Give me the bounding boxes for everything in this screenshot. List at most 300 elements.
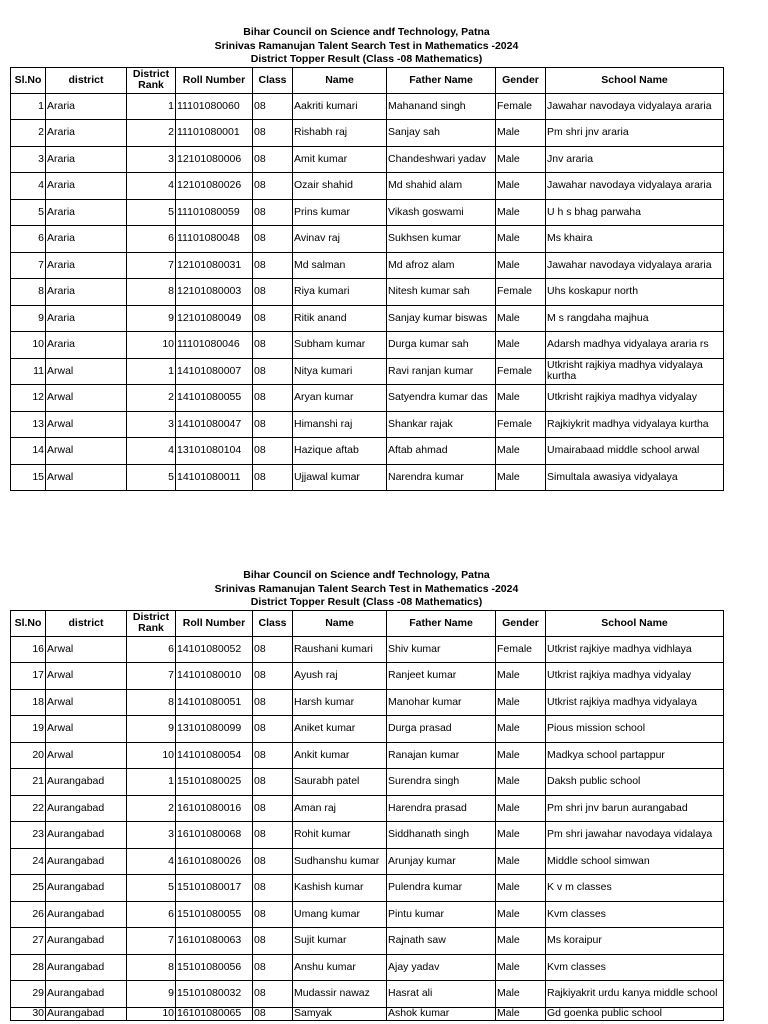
cell-gender: Male: [496, 716, 546, 743]
cell-gender: Female: [496, 636, 546, 663]
cell-sl-no: 23: [11, 822, 46, 849]
cell-district-rank: 10: [127, 332, 176, 359]
col-header: Sl.No: [11, 610, 46, 636]
table-row: [11, 464, 724, 491]
cell-name: Anshu kumar: [293, 954, 387, 981]
cell-name: Md salman: [293, 252, 387, 279]
cell-school-name: Jawahar navodaya vidyalaya araria: [546, 93, 724, 120]
col-header: Roll Number: [176, 610, 253, 636]
cell-district: Arwal: [46, 716, 127, 743]
cell-father-name: Ashok kumar: [387, 1007, 496, 1020]
table-row: [11, 663, 724, 690]
cell-roll-number: 12101080049: [176, 305, 253, 332]
cell-sl-no: 17: [11, 663, 46, 690]
cell-father-name: Siddhanath singh: [387, 822, 496, 849]
cell-district-rank: 6: [127, 226, 176, 253]
cell-roll-number: 12101080026: [176, 173, 253, 200]
cell-class: 08: [253, 411, 293, 438]
cell-school-name: Utkrist rajkiya madhya vidyalay: [546, 663, 724, 690]
cell-roll-number: 14101080055: [176, 385, 253, 412]
col-header: Gender: [496, 67, 546, 93]
cell-gender: Male: [496, 901, 546, 928]
cell-name: Avinav raj: [293, 226, 387, 253]
col-header: School Name: [546, 67, 724, 93]
cell-sl-no: 29: [11, 981, 46, 1008]
table-row: [11, 716, 724, 743]
cell-roll-number: 12101080003: [176, 279, 253, 306]
cell-school-name: Jawahar navodaya vidyalaya araria: [546, 252, 724, 279]
cell-roll-number: 14101080011: [176, 464, 253, 491]
table-row: [11, 848, 724, 875]
col-header: Name: [293, 610, 387, 636]
cell-gender: Male: [496, 769, 546, 796]
table-row: [11, 385, 724, 412]
cell-father-name: Ajay yadav: [387, 954, 496, 981]
cell-gender: Male: [496, 120, 546, 147]
col-header: District Rank: [127, 67, 176, 93]
cell-father-name: Ranjeet kumar: [387, 663, 496, 690]
cell-school-name: Utkrist rajkiye madhya vidhlaya: [546, 636, 724, 663]
cell-sl-no: 18: [11, 689, 46, 716]
cell-sl-no: 4: [11, 173, 46, 200]
cell-class: 08: [253, 385, 293, 412]
cell-district-rank: 1: [127, 93, 176, 120]
cell-father-name: Vikash goswami: [387, 199, 496, 226]
cell-class: 08: [253, 305, 293, 332]
cell-roll-number: 11101080001: [176, 120, 253, 147]
result-section-1: [10, 26, 723, 491]
cell-roll-number: 13101080104: [176, 438, 253, 465]
cell-roll-number: 14101080007: [176, 358, 253, 385]
cell-district: Araria: [46, 146, 127, 173]
cell-sl-no: 14: [11, 438, 46, 465]
cell-sl-no: 15: [11, 464, 46, 491]
table-row: [11, 226, 724, 253]
cell-gender: Female: [496, 411, 546, 438]
cell-class: 08: [253, 332, 293, 359]
cell-district-rank: 6: [127, 636, 176, 663]
col-header: Class: [253, 67, 293, 93]
cell-roll-number: 15101080055: [176, 901, 253, 928]
cell-sl-no: 19: [11, 716, 46, 743]
cell-roll-number: 14101080047: [176, 411, 253, 438]
cell-father-name: Pulendra kumar: [387, 875, 496, 902]
cell-class: 08: [253, 822, 293, 849]
cell-sl-no: 27: [11, 928, 46, 955]
cell-gender: Male: [496, 252, 546, 279]
cell-sl-no: 13: [11, 411, 46, 438]
cell-district: Arwal: [46, 742, 127, 769]
cell-gender: Female: [496, 358, 546, 385]
cell-gender: Male: [496, 954, 546, 981]
table-header-row: [11, 610, 724, 636]
cell-roll-number: 11101080060: [176, 93, 253, 120]
cell-school-name: Ms khaira: [546, 226, 724, 253]
cell-sl-no: 3: [11, 146, 46, 173]
cell-roll-number: 15101080017: [176, 875, 253, 902]
cell-gender: Male: [496, 742, 546, 769]
cell-sl-no: 22: [11, 795, 46, 822]
cell-class: 08: [253, 795, 293, 822]
cell-district-rank: 7: [127, 663, 176, 690]
cell-school-name: Pm shri jnv araria: [546, 120, 724, 147]
cell-sl-no: 24: [11, 848, 46, 875]
col-header: Class: [253, 610, 293, 636]
cell-class: 08: [253, 689, 293, 716]
cell-father-name: Mahanand singh: [387, 93, 496, 120]
cell-class: 08: [253, 954, 293, 981]
cell-name: Hazique aftab: [293, 438, 387, 465]
cell-district-rank: 10: [127, 1007, 176, 1020]
cell-gender: Male: [496, 663, 546, 690]
cell-father-name: Sanjay sah: [387, 120, 496, 147]
cell-name: Ritik anand: [293, 305, 387, 332]
cell-class: 08: [253, 663, 293, 690]
cell-name: Amit kumar: [293, 146, 387, 173]
cell-name: Aniket kumar: [293, 716, 387, 743]
table-row: [11, 438, 724, 465]
header-organization: Bihar Council on Science andf Technology, Patna: [243, 26, 490, 38]
cell-gender: Male: [496, 981, 546, 1008]
cell-name: Rohit kumar: [293, 822, 387, 849]
cell-name: Rishabh raj: [293, 120, 387, 147]
cell-school-name: Rajkiyakrit urdu kanya middle school: [546, 981, 724, 1008]
cell-father-name: Shankar rajak: [387, 411, 496, 438]
cell-district-rank: 7: [127, 252, 176, 279]
cell-district-rank: 8: [127, 689, 176, 716]
cell-class: 08: [253, 769, 293, 796]
cell-name: Raushani kumari: [293, 636, 387, 663]
cell-father-name: Sanjay kumar biswas: [387, 305, 496, 332]
cell-father-name: Harendra prasad: [387, 795, 496, 822]
cell-name: Ujjawal kumar: [293, 464, 387, 491]
table-row: [11, 279, 724, 306]
cell-district-rank: 4: [127, 173, 176, 200]
cell-name: Ozair shahid: [293, 173, 387, 200]
cell-district-rank: 8: [127, 954, 176, 981]
cell-gender: Male: [496, 199, 546, 226]
cell-roll-number: 15101080025: [176, 769, 253, 796]
cell-gender: Male: [496, 226, 546, 253]
cell-father-name: Durga kumar sah: [387, 332, 496, 359]
cell-class: 08: [253, 875, 293, 902]
cell-name: Prins kumar: [293, 199, 387, 226]
cell-roll-number: 15101080032: [176, 981, 253, 1008]
cell-sl-no: 10: [11, 332, 46, 359]
cell-sl-no: 5: [11, 199, 46, 226]
col-header: Name: [293, 67, 387, 93]
cell-gender: Male: [496, 689, 546, 716]
cell-school-name: Kvm classes: [546, 901, 724, 928]
table-header-row: [11, 67, 724, 93]
cell-district-rank: 4: [127, 848, 176, 875]
table-row: [11, 146, 724, 173]
table-row: [11, 305, 724, 332]
cell-class: 08: [253, 464, 293, 491]
header-organization: Bihar Council on Science andf Technology, Patna: [243, 569, 490, 581]
table-row: [11, 332, 724, 359]
cell-district: Aurangabad: [46, 1007, 127, 1020]
cell-gender: Male: [496, 848, 546, 875]
cell-class: 08: [253, 848, 293, 875]
cell-district-rank: 9: [127, 305, 176, 332]
cell-class: 08: [253, 173, 293, 200]
table-row: [11, 981, 724, 1008]
cell-school-name: Utkrisht rajkiya madhya vidyalay: [546, 385, 724, 412]
table-row: [11, 636, 724, 663]
cell-district: Aurangabad: [46, 769, 127, 796]
cell-class: 08: [253, 93, 293, 120]
cell-school-name: Jawahar navodaya vidyalaya araria: [546, 173, 724, 200]
cell-school-name: M s rangdaha majhua: [546, 305, 724, 332]
cell-district-rank: 3: [127, 411, 176, 438]
col-header: District Rank: [127, 610, 176, 636]
cell-name: Ankit kumar: [293, 742, 387, 769]
cell-school-name: Daksh public school: [546, 769, 724, 796]
table-row: [11, 822, 724, 849]
cell-father-name: Surendra singh: [387, 769, 496, 796]
cell-district-rank: 7: [127, 928, 176, 955]
result-table: [10, 610, 724, 1021]
cell-roll-number: 12101080031: [176, 252, 253, 279]
cell-class: 08: [253, 252, 293, 279]
table-row: [11, 411, 724, 438]
result-table: [10, 67, 724, 492]
cell-gender: Male: [496, 1007, 546, 1020]
table-row: [11, 689, 724, 716]
cell-name: Samyak: [293, 1007, 387, 1020]
cell-roll-number: 14101080052: [176, 636, 253, 663]
cell-district: Arwal: [46, 636, 127, 663]
cell-class: 08: [253, 438, 293, 465]
col-header: Father Name: [387, 67, 496, 93]
cell-class: 08: [253, 358, 293, 385]
cell-name: Saurabh patel: [293, 769, 387, 796]
cell-sl-no: 28: [11, 954, 46, 981]
cell-gender: Female: [496, 93, 546, 120]
cell-name: Aryan kumar: [293, 385, 387, 412]
cell-district-rank: 8: [127, 279, 176, 306]
cell-father-name: Nitesh kumar sah: [387, 279, 496, 306]
cell-name: Mudassir nawaz: [293, 981, 387, 1008]
cell-district: Araria: [46, 173, 127, 200]
cell-district: Arwal: [46, 385, 127, 412]
table-row: [11, 252, 724, 279]
cell-school-name: Pm shri jnv barun aurangabad: [546, 795, 724, 822]
cell-district: Aurangabad: [46, 928, 127, 955]
cell-school-name: K v m classes: [546, 875, 724, 902]
cell-district: Araria: [46, 305, 127, 332]
cell-gender: Male: [496, 385, 546, 412]
cell-district: Aurangabad: [46, 848, 127, 875]
header-exam-title: Srinivas Ramanujan Talent Search Test in Mathematics -2024: [214, 39, 519, 52]
cell-gender: Male: [496, 173, 546, 200]
table-row: [11, 954, 724, 981]
cell-district-rank: 1: [127, 358, 176, 385]
cell-sl-no: 9: [11, 305, 46, 332]
cell-district-rank: 5: [127, 199, 176, 226]
cell-district: Arwal: [46, 358, 127, 385]
cell-sl-no: 26: [11, 901, 46, 928]
cell-school-name: Jnv araria: [546, 146, 724, 173]
col-header: School Name: [546, 610, 724, 636]
table-row: [11, 173, 724, 200]
cell-sl-no: 12: [11, 385, 46, 412]
cell-name: Riya kumari: [293, 279, 387, 306]
cell-name: Harsh kumar: [293, 689, 387, 716]
cell-district: Araria: [46, 120, 127, 147]
cell-district-rank: 6: [127, 901, 176, 928]
cell-class: 08: [253, 636, 293, 663]
cell-gender: Male: [496, 928, 546, 955]
cell-roll-number: 16101080068: [176, 822, 253, 849]
cell-father-name: Hasrat ali: [387, 981, 496, 1008]
cell-gender: Male: [496, 146, 546, 173]
table-row: [11, 875, 724, 902]
cell-roll-number: 13101080099: [176, 716, 253, 743]
cell-district-rank: 4: [127, 438, 176, 465]
cell-school-name: Adarsh madhya vidyalaya araria rs: [546, 332, 724, 359]
table-row: [11, 742, 724, 769]
cell-name: Himanshi raj: [293, 411, 387, 438]
cell-name: Nitya kumari: [293, 358, 387, 385]
cell-district-rank: 1: [127, 769, 176, 796]
cell-class: 08: [253, 742, 293, 769]
cell-school-name: Uhs koskapur north: [546, 279, 724, 306]
cell-roll-number: 11101080046: [176, 332, 253, 359]
col-header: district: [46, 67, 127, 93]
cell-district: Arwal: [46, 438, 127, 465]
cell-school-name: U h s bhag parwaha: [546, 199, 724, 226]
cell-gender: Male: [496, 305, 546, 332]
result-section-2: [10, 569, 723, 1021]
col-header: Roll Number: [176, 67, 253, 93]
cell-gender: Male: [496, 332, 546, 359]
cell-class: 08: [253, 279, 293, 306]
cell-class: 08: [253, 146, 293, 173]
cell-district-rank: 9: [127, 981, 176, 1008]
table-row: [11, 358, 724, 385]
cell-father-name: Pintu kumar: [387, 901, 496, 928]
cell-roll-number: 12101080006: [176, 146, 253, 173]
table-row: [11, 795, 724, 822]
cell-district: Araria: [46, 332, 127, 359]
cell-school-name: Pm shri jawahar navodaya vidalaya: [546, 822, 724, 849]
cell-school-name: Middle school simwan: [546, 848, 724, 875]
cell-father-name: Arunjay kumar: [387, 848, 496, 875]
cell-school-name: Umairabaad middle school arwal: [546, 438, 724, 465]
cell-district-rank: 3: [127, 822, 176, 849]
cell-district: Arwal: [46, 663, 127, 690]
cell-gender: Male: [496, 464, 546, 491]
cell-father-name: Ranajan kumar: [387, 742, 496, 769]
cell-roll-number: 16101080063: [176, 928, 253, 955]
cell-father-name: Chandeshwari yadav: [387, 146, 496, 173]
cell-father-name: Narendra kumar: [387, 464, 496, 491]
table-row: [11, 1007, 724, 1020]
col-header: Sl.No: [11, 67, 46, 93]
cell-roll-number: 14101080051: [176, 689, 253, 716]
cell-district: Araria: [46, 93, 127, 120]
cell-sl-no: 21: [11, 769, 46, 796]
cell-roll-number: 15101080056: [176, 954, 253, 981]
cell-district: Aurangabad: [46, 795, 127, 822]
cell-class: 08: [253, 928, 293, 955]
cell-class: 08: [253, 226, 293, 253]
cell-district: Aurangabad: [46, 875, 127, 902]
cell-father-name: Md afroz alam: [387, 252, 496, 279]
table-row: [11, 199, 724, 226]
cell-class: 08: [253, 199, 293, 226]
cell-school-name: Madkya school partappur: [546, 742, 724, 769]
cell-roll-number: 16101080026: [176, 848, 253, 875]
cell-district: Araria: [46, 279, 127, 306]
cell-district-rank: 2: [127, 795, 176, 822]
cell-father-name: Manohar kumar: [387, 689, 496, 716]
cell-district: Aurangabad: [46, 954, 127, 981]
cell-district-rank: 9: [127, 716, 176, 743]
col-header: Father Name: [387, 610, 496, 636]
col-header: district: [46, 610, 127, 636]
cell-district-rank: 2: [127, 120, 176, 147]
col-header: Gender: [496, 610, 546, 636]
cell-name: Aman raj: [293, 795, 387, 822]
cell-name: Umang kumar: [293, 901, 387, 928]
cell-gender: Male: [496, 438, 546, 465]
cell-gender: Male: [496, 822, 546, 849]
cell-school-name: Utkrist rajkiya madhya vidyalaya: [546, 689, 724, 716]
cell-sl-no: 16: [11, 636, 46, 663]
cell-gender: Male: [496, 875, 546, 902]
table-row: [11, 901, 724, 928]
cell-gender: Male: [496, 795, 546, 822]
cell-father-name: Durga prasad: [387, 716, 496, 743]
cell-school-name: Rajkiykrit madhya vidyalaya kurtha: [546, 411, 724, 438]
cell-class: 08: [253, 716, 293, 743]
cell-district-rank: 3: [127, 146, 176, 173]
cell-father-name: Sukhsen kumar: [387, 226, 496, 253]
cell-district-rank: 2: [127, 385, 176, 412]
cell-district-rank: 5: [127, 875, 176, 902]
cell-name: Subham kumar: [293, 332, 387, 359]
cell-sl-no: 20: [11, 742, 46, 769]
cell-father-name: Rajnath saw: [387, 928, 496, 955]
cell-school-name: Ms koraipur: [546, 928, 724, 955]
table-row: [11, 769, 724, 796]
cell-district: Araria: [46, 199, 127, 226]
cell-father-name: Satyendra kumar das: [387, 385, 496, 412]
cell-name: Aakriti kumari: [293, 93, 387, 120]
cell-district-rank: 5: [127, 464, 176, 491]
cell-district: Araria: [46, 226, 127, 253]
cell-district: Araria: [46, 252, 127, 279]
cell-roll-number: 11101080048: [176, 226, 253, 253]
cell-class: 08: [253, 1007, 293, 1020]
cell-father-name: Md shahid alam: [387, 173, 496, 200]
cell-sl-no: 30: [11, 1007, 46, 1020]
cell-roll-number: 16101080065: [176, 1007, 253, 1020]
cell-school-name: Kvm classes: [546, 954, 724, 981]
cell-roll-number: 14101080054: [176, 742, 253, 769]
cell-father-name: Shiv kumar: [387, 636, 496, 663]
cell-district-rank: 10: [127, 742, 176, 769]
cell-gender: Female: [496, 279, 546, 306]
table-row: [11, 120, 724, 147]
cell-roll-number: 11101080059: [176, 199, 253, 226]
cell-sl-no: 25: [11, 875, 46, 902]
cell-roll-number: 16101080016: [176, 795, 253, 822]
cell-father-name: Ravi ranjan kumar: [387, 358, 496, 385]
